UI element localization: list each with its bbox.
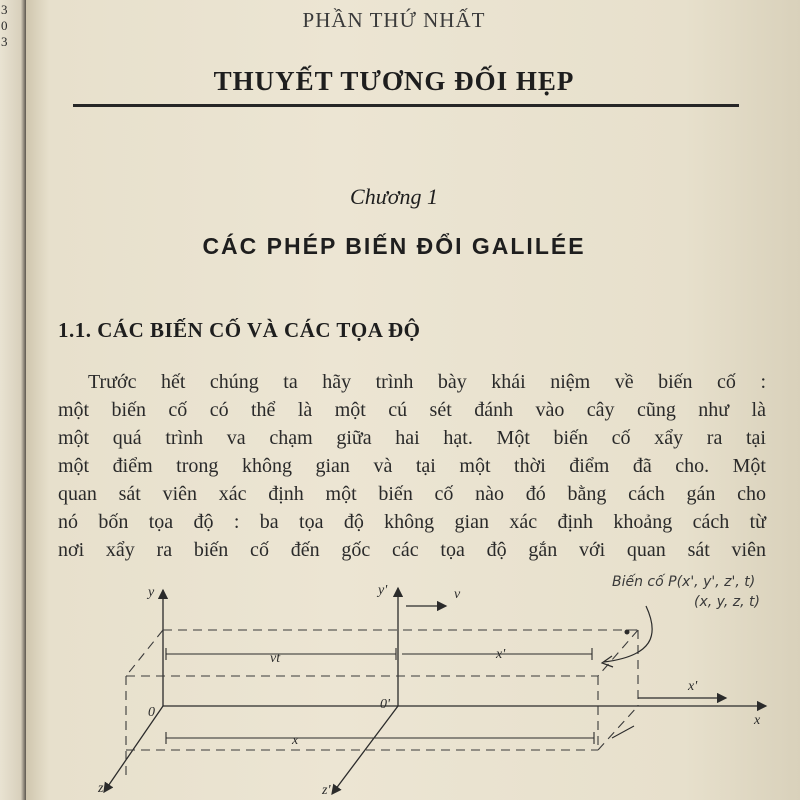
text-line: một biến cố có thể là một cú sét đánh vào cây cũng như là — [58, 399, 766, 421]
event-label-primed: Biến cố P(x', y', z', t) — [612, 574, 756, 590]
text-line: một quá trình va chạm giữa hai hạt. Một biến cố xẩy ra tại — [58, 427, 766, 449]
x-axis-label: x — [754, 713, 761, 728]
galilean-frames-figure — [52, 566, 800, 800]
origin-prime-label: 0' — [380, 697, 390, 712]
x-prime-axis-label: x' — [688, 679, 698, 694]
main-title: THUYẾT TƯƠNG ĐỐI HẸP — [213, 66, 575, 96]
y-prime-label: y' — [378, 583, 388, 598]
text-line: một điểm trong không gian và tại một thời điểm đã cho. Một — [58, 455, 766, 477]
z-prime-label: z' — [322, 783, 331, 798]
text-line: quan sát viên xác định một biến cố nào đó bằng cách gán cho — [58, 483, 766, 505]
part-title: PHẦN THỨ NHẤT — [302, 8, 486, 32]
origin-label: 0 — [148, 705, 155, 720]
book-page — [26, 0, 800, 800]
x-prime-distance-label: x' — [496, 647, 506, 662]
prev-page-number: 3 — [1, 2, 8, 17]
figure-diagram — [52, 566, 800, 800]
event-point — [625, 630, 630, 635]
section-heading: 1.1. CÁC BIẾN CỐ VÀ CÁC TỌA ĐỘ — [58, 318, 421, 342]
vt-label: vt — [270, 651, 281, 666]
title-rule — [73, 104, 739, 107]
previous-page-edge — [0, 0, 26, 800]
v-label: v — [454, 587, 461, 602]
z-label: z — [98, 781, 104, 796]
x-distance-label: x — [292, 733, 299, 748]
chapter-label: Chương 1 — [350, 184, 438, 209]
text-line: Trước hết chúng ta hãy trình bày khái niệm về biến cố : — [88, 371, 766, 393]
event-label-unprimed: (x, y, z, t) — [694, 594, 760, 610]
prev-page-number: 0 — [1, 18, 8, 33]
chapter-title: CÁC PHÉP BIẾN ĐỔI GALILÉE — [202, 233, 586, 259]
y-label: y — [148, 585, 155, 600]
text-line: nơi xẩy ra biến cố đến gốc các tọa độ gắn với quan sát viên — [58, 539, 766, 561]
body-paragraph — [58, 368, 766, 564]
text-line: nó bốn tọa độ : ba tọa độ không gian xác định khoảng cách từ — [58, 511, 766, 533]
prev-page-number: 3 — [1, 34, 8, 49]
